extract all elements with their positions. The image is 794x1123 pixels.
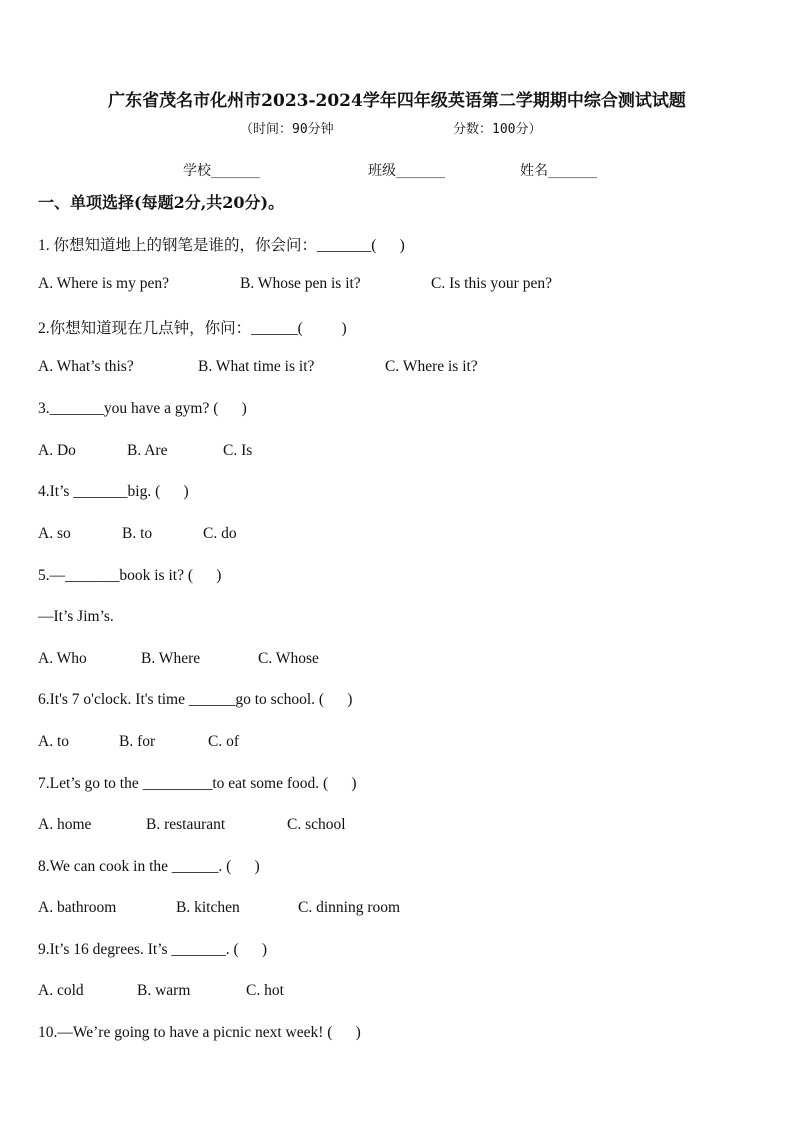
class-field: 班级_______ — [368, 163, 445, 179]
option-1a: A. Where is my pen? — [38, 275, 169, 292]
question-2: 2.你想知道现在几点钟，你问：______( ) — [38, 320, 347, 337]
option-6a: A. to — [38, 733, 69, 750]
option-5c: C. Whose — [258, 650, 319, 667]
question-4: 4.It’s _______big. ( ) — [38, 483, 189, 500]
question-8: 8.We can cook in the ______. ( ) — [38, 858, 260, 875]
option-2a: A. What’s this? — [38, 358, 134, 375]
option-6b: B. for — [119, 733, 156, 750]
option-2b: B. What time is it? — [198, 358, 315, 375]
option-2c: C. Where is it? — [385, 358, 478, 375]
question-3: 3._______you have a gym? ( ) — [38, 400, 247, 417]
option-5a: A. Who — [38, 650, 87, 667]
name-field: 姓名_______ — [520, 163, 597, 179]
section-heading: 一、单项选择(每题2分,共20分)。 — [38, 193, 285, 212]
exam-time: （时间：90分钟 — [240, 122, 334, 137]
option-5b: B. Where — [141, 650, 201, 667]
question-9: 9.It’s 16 degrees. It’s _______. ( ) — [38, 941, 268, 958]
option-4c: C. do — [203, 525, 237, 542]
exam-score: 分数：100分） — [453, 122, 542, 137]
question-5: 5.—_______book is it? ( ) — [38, 567, 222, 584]
option-8c: C. dinning room — [298, 899, 401, 916]
option-3b: B. Are — [127, 442, 168, 459]
option-7c: C. school — [287, 816, 346, 833]
option-9b: B. warm — [137, 982, 191, 999]
option-3a: A. Do — [38, 442, 76, 459]
option-7b: B. restaurant — [146, 816, 226, 833]
school-field: 学校_______ — [183, 163, 260, 179]
option-8a: A. bathroom — [38, 899, 117, 916]
option-4a: A. so — [38, 525, 71, 542]
option-4b: B. to — [122, 525, 153, 542]
option-8b: B. kitchen — [176, 899, 240, 916]
question-1: 1. 你想知道地上的钢笔是谁的，你会问：_______( ) — [38, 237, 405, 254]
option-9a: A. cold — [38, 982, 84, 999]
question-6: 6.It's 7 o'clock. It's time ______go to school. ( ) — [38, 691, 353, 708]
question-5-answer: —It’s Jim’s. — [38, 608, 114, 625]
option-7a: A. home — [38, 816, 92, 833]
question-7: 7.Let’s go to the _________to eat some food. ( ) — [38, 775, 357, 792]
option-1b: B. Whose pen is it? — [240, 275, 361, 292]
option-3c: C. Is — [223, 442, 253, 459]
option-9c: C. hot — [246, 982, 284, 999]
option-1c: C. Is this your pen? — [431, 275, 552, 292]
exam-title: 广东省茂名市化州市2023-2024学年四年级英语第二学期期中综合测试试题 — [108, 91, 686, 111]
option-6c: C. of — [208, 733, 239, 750]
question-10: 10.—We’re going to have a picnic next week! ( ) — [38, 1024, 361, 1041]
